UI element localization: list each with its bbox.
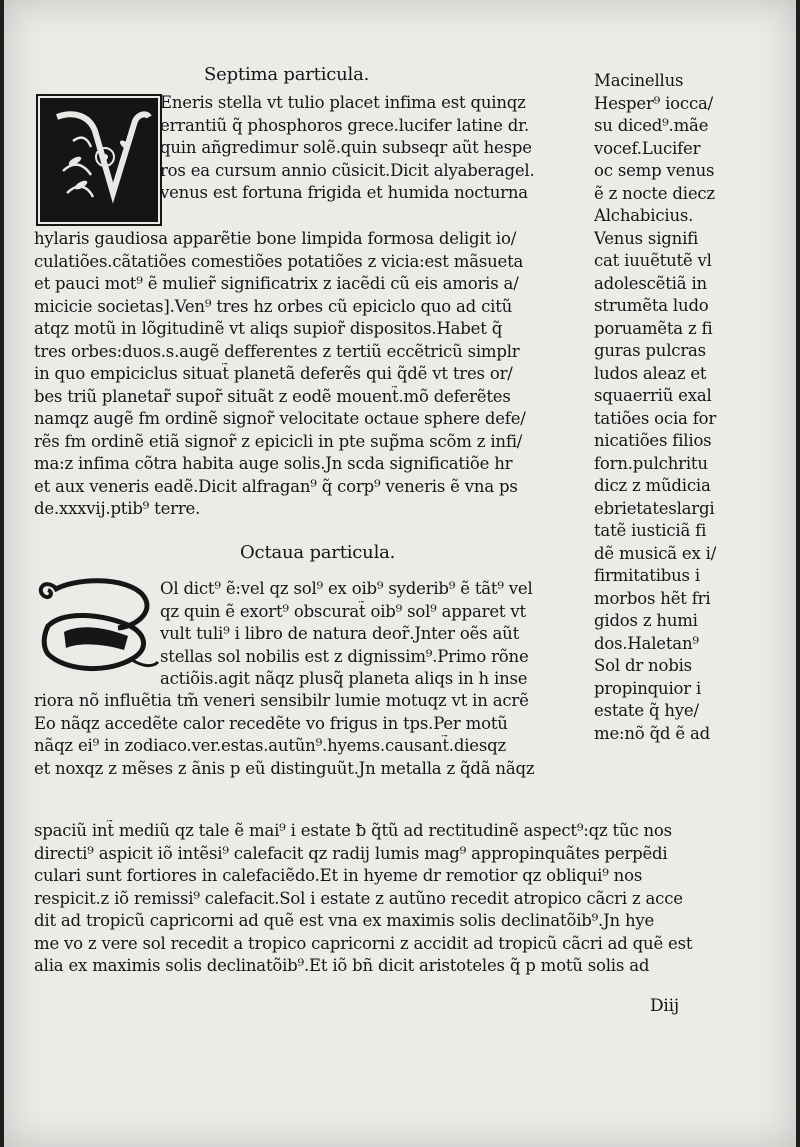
gloss-line: tatiões ocia for <box>594 408 717 428</box>
text-line: atqz motũ in lõgitudinẽ vt aliqs supior̃ dispositos.Habet q̃ <box>34 319 503 338</box>
main-body-text-2 <box>34 690 586 780</box>
text-line: ma:z infima cõtra habita auge solis.Jn scda significatiõe hr <box>34 454 513 473</box>
text-line: culari sunt fortiores in calefaciẽdo.Et in hyeme dr remotior qz obliqui⁹ nos <box>34 866 643 885</box>
text-line: rẽs fm ordinẽ etiã signor̃ z epicicli in pte sup̃ma scõm z infi/ <box>34 431 523 451</box>
gloss-line: dicz z mũdicia <box>594 476 711 495</box>
text-line: me vo z vere sol recedit a tropico capricorni z accidit ad tropicũ cãcri ad quẽ est <box>34 933 693 953</box>
text-line: culatiões.cãtatiões comestiões potatiões z vicia:est mãsueta <box>34 251 524 271</box>
gloss-line: ludos aleaz et <box>594 363 707 383</box>
gloss-line: adolescẽtiã in <box>594 273 707 293</box>
floral-initial-icon <box>43 101 155 219</box>
text-line: dit ad tropicũ capricorni ad quẽ est vna ex maximis solis declinatõib⁹.Jn hye <box>34 911 655 930</box>
text-line: et aux veneris eadẽ.Dicit alfragan⁹ q̃ corp⁹ veneris ẽ vna ps <box>34 476 518 496</box>
text-line: stellas sol nobilis est z dignissim⁹.Primo rõne <box>160 646 529 666</box>
gloss-line: su diced⁹.mãe <box>594 116 709 135</box>
gloss-line: morbos hẽt fri <box>594 588 711 608</box>
text-line: venus est fortuna frigida et humida nocturna <box>160 183 528 202</box>
gloss-line: ẽ z nocte diecz <box>594 183 715 203</box>
gloss-line: Venus signifi <box>594 228 699 248</box>
text-line: micicie societas].Ven⁹ tres hz orbes cũ epiciclo quo ad citũ <box>34 296 513 316</box>
gloss-line: tatẽ iusticiã fi <box>594 521 707 540</box>
gloss-line: Sol dr nobis <box>594 656 692 675</box>
gloss-line: poruamẽta z fi <box>594 318 713 338</box>
main-body-text <box>34 228 586 521</box>
text-line: respicit.z iõ remissi⁹ calefacit.Sol i estate z autũno recedit atropico cãcri z acce <box>34 888 683 908</box>
text-line: in quo empiciclus situat̃ planetã deferẽs qui q̃dẽ vt tres or/ <box>34 364 513 383</box>
gloss-line: ebrietateslargi <box>594 498 715 518</box>
text-line: ros ea cursum annio cũsicit.Dicit alyaberagel. <box>160 160 535 180</box>
text-line: tres orbes:duos.s.augẽ defferentes z tertiũ eccẽtricũ simplr <box>34 341 520 361</box>
text-line: et noxqz z mẽses z ãnis p eũ distinguũt.Jn metalla z q̃dã nãqz <box>34 758 535 778</box>
bottom-text-block <box>34 820 774 978</box>
text-line: et pauci mot⁹ ẽ mulier̃ significatrix z iacẽdi cũ eis amoris a/ <box>34 274 519 293</box>
text-line: quin añgredimur solẽ.quin subseqr aũt hespe <box>160 138 532 157</box>
initial2-adjacent-text <box>160 578 586 691</box>
text-line: alia ex maximis solis declinatõib⁹.Et iõ bñ dicit aristoteles q̃ p motũ solis ad <box>34 956 650 975</box>
section-heading-octaua: Octaua particula. <box>240 542 396 563</box>
gloss-line: gidos z humi <box>594 611 698 630</box>
gloss-line: strumẽta ludo <box>594 296 709 315</box>
gloss-line: nicatiões filios <box>594 431 712 450</box>
signature-mark: Diij <box>650 996 679 1016</box>
text-line: de.xxxvij.ptib⁹ terre. <box>34 499 201 518</box>
text-line: vult tuli⁹ i libro de natura deor̃.Jnter oẽs aũt <box>160 624 520 643</box>
gloss-line: oc semp venus <box>594 161 715 180</box>
gloss-line: Alchabicius. <box>594 206 694 225</box>
text-line: riora nõ influẽtia tm̃ veneri sensibilr lumie motuqz vt in acrẽ <box>34 691 529 710</box>
text-line: hylaris gaudiosa apparẽtie bone limpida formosa deligit io/ <box>34 229 517 248</box>
gloss-line: dos.Haletan⁹ <box>594 633 699 653</box>
initial-adjacent-text <box>160 92 584 205</box>
calligraphic-initial-icon <box>34 570 162 678</box>
gloss-line: forn.pulchritu <box>594 453 708 473</box>
gloss-line: guras pulcras <box>594 341 706 360</box>
text-line: qz quin ẽ exort⁹ obscurat̃ oib⁹ sol⁹ apparet vt <box>160 601 526 621</box>
gloss-line: propinquior i <box>594 678 702 698</box>
gloss-line: estate q̃ hye/ <box>594 701 699 720</box>
text-line: spaciũ int̃ mediũ qz tale ẽ mai⁹ i estate ƀ q̃tũ ad rectitudinẽ aspect⁹:qz tũc nos <box>34 821 672 840</box>
gloss-line: me:nõ q̃d ẽ ad <box>594 723 710 743</box>
text-line: Eneris stella vt tulio placet infima est quinqz <box>160 93 526 112</box>
book-page <box>4 0 796 1147</box>
gloss-line: firmitatibus i <box>594 566 700 585</box>
gloss-line: Hesper⁹ iocca/ <box>594 93 713 113</box>
text-line: Eo nãqz accedẽte calor recedẽte vo frigus in tps.Per motũ <box>34 713 508 733</box>
gloss-line: squaerriũ exal <box>594 386 712 405</box>
section-heading-septima: Septima particula. <box>204 64 370 85</box>
text-line: namqz augẽ fm ordinẽ signor̃ velocitate octaue sphere defe/ <box>34 409 526 428</box>
gloss-line: Macinellus <box>594 71 684 90</box>
text-line: directi⁹ aspicit iõ intẽsi⁹ calefacit qz radij lumis mag⁹ appropinquãtes perpẽdi <box>34 843 668 863</box>
decorated-initial-v <box>40 98 158 222</box>
text-line: nãqz ei⁹ in zodiaco.ver.estas.autũn⁹.hyems.causant̃.diesqz <box>34 736 506 755</box>
text-line: actiõis.agit nãqz plusq̃ planeta aliqs in h inse <box>160 669 528 688</box>
text-line: Ol dict⁹ ẽ:vel qz sol⁹ ex oib⁹ syderib⁹ ẽ tãt⁹ vel <box>160 579 533 598</box>
text-line: errantiũ q̃ phosphoros grece.lucifer latine dr. <box>160 115 530 135</box>
gloss-line: cat iuuẽtutẽ vl <box>594 251 712 270</box>
gloss-line: dẽ musicã ex i/ <box>594 543 717 563</box>
gloss-line: vocef.Lucifer <box>594 138 701 158</box>
calligraphic-initial-s <box>34 570 162 678</box>
text-line: bes triũ planetar̃ supor̃ situãt z eodẽ mouent̃.mõ deferẽtes <box>34 386 511 406</box>
marginal-gloss-column <box>594 70 790 745</box>
